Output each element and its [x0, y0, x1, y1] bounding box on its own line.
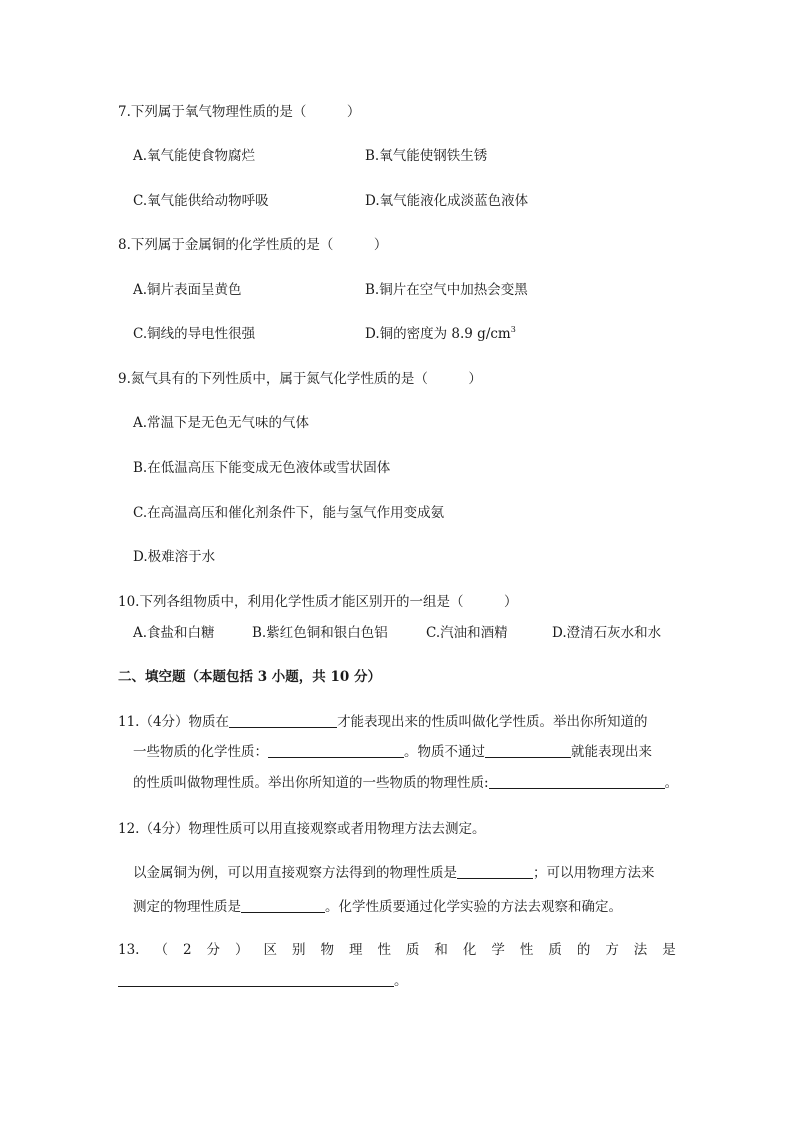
- q12-text-5: 。化学性质要通过化学实验的方法去观察和确定。: [325, 899, 622, 915]
- q13-char: 物: [320, 942, 334, 958]
- q13-char: 学: [491, 942, 505, 958]
- q7-option-a: A.氧气能使食物腐烂: [133, 148, 256, 164]
- q7-option-d: D.氧气能液化成淡蓝色液体: [365, 193, 529, 209]
- q13-char: 2: [182, 942, 192, 958]
- q11-text-2: 才能表现出来的性质叫做化学性质。举出你所知道的: [337, 714, 648, 730]
- q13-char: 和: [434, 942, 448, 958]
- q13-blank-1[interactable]: [118, 972, 394, 987]
- q13-char: 方: [605, 942, 619, 958]
- q13-char: （: [154, 942, 168, 958]
- q8-stem: 8.下列属于金属铜的化学性质的是（ ）: [118, 237, 388, 253]
- q9-option-c: C.在高温高压和催化剂条件下，能与氢气作用变成氨: [133, 505, 445, 521]
- q13-char: 的: [576, 942, 591, 958]
- q8-option-b: B.铜片在空气中加热会变黑: [365, 282, 528, 298]
- q11-line-3: [133, 774, 678, 792]
- section-2-title: 二、填空题（本题包括 3 小题，共 10 分）: [118, 669, 381, 685]
- q11-text-4: 。物质不通过: [404, 744, 485, 760]
- q11-text-3: 一些物质的化学性质：: [133, 744, 268, 760]
- q11-blank-3[interactable]: [485, 743, 571, 758]
- q13-char: 质: [548, 942, 562, 958]
- q12-blank-2[interactable]: [241, 898, 325, 913]
- q11-line-2: [133, 743, 652, 761]
- q13-char: 13.: [118, 942, 140, 958]
- q10-option-a: A.食盐和白糖: [133, 625, 215, 641]
- q13-char: 理: [348, 942, 363, 958]
- q13-char: 区: [263, 942, 277, 958]
- q12-text-2: 以金属铜为例，可以用直接观察方法得到的物理性质是: [133, 865, 457, 881]
- q10-option-c: C.汽油和酒精: [426, 625, 508, 641]
- q12-line-2: [133, 864, 655, 882]
- q12-line-1: 12.（4分）物理性质可以用直接观察或者用物理方法去测定。: [118, 821, 486, 837]
- q11-blank-1[interactable]: [229, 713, 337, 728]
- q8-option-d-text: D.铜的密度为 8.9 g/cm: [365, 326, 511, 342]
- q12-text-4: 测定的物理性质是: [133, 899, 241, 915]
- q12-text-3: ；可以用物理方法来: [533, 865, 655, 881]
- q13-char: 别: [291, 942, 306, 958]
- q9-stem: 9.氮气具有的下列性质中，属于氮气化学性质的是（ ）: [118, 371, 482, 387]
- q12-line-3: [133, 898, 622, 916]
- q10-option-d: D.澄清石灰水和水: [552, 625, 662, 641]
- q13-char: 性: [377, 942, 391, 958]
- q9-option-d: D.极难溶于水: [133, 549, 216, 565]
- q13-char: 分: [206, 942, 221, 958]
- q13-end-mark: 。: [394, 973, 408, 989]
- q13-char: 是: [662, 942, 676, 958]
- q11-blank-2[interactable]: [268, 743, 404, 758]
- q11-text-7: 。: [664, 775, 679, 791]
- q13-line-1: [118, 941, 676, 959]
- q7-option-c: C.氧气能供给动物呼吸: [133, 193, 269, 209]
- q12-blank-1[interactable]: [457, 864, 533, 879]
- q13-char: ）: [235, 942, 249, 958]
- q13-char: 化: [462, 942, 477, 958]
- q7-stem: 7.下列属于氧气物理性质的是（ ）: [118, 104, 361, 120]
- q8-option-a: A.铜片表面呈黄色: [133, 282, 242, 298]
- q11-blank-4[interactable]: [489, 774, 665, 789]
- q9-option-b: B.在低温高压下能变成无色液体或雪状固体: [133, 460, 391, 476]
- q11-text-5: 就能表现出来: [571, 744, 652, 760]
- q7-option-b: B.氧气能使钢铁生锈: [365, 148, 488, 164]
- q11-text-1: 11.（4分）物质在: [118, 714, 230, 730]
- q8-option-d-superscript: 3: [510, 325, 516, 334]
- q13-char: 质: [405, 942, 420, 958]
- q8-option-c: C.铜线的导电性很强: [133, 326, 256, 342]
- q8-option-d: [365, 325, 516, 343]
- q13-char: 法: [633, 942, 648, 958]
- q11-line-1: [118, 713, 648, 731]
- q10-stem: 10.下列各组物质中，利用化学性质才能区别开的一组是（ ）: [118, 594, 518, 610]
- q9-option-a: A.常温下是无色无气味的气体: [133, 415, 310, 431]
- q10-option-b: B.紫红色铜和银白色铝: [252, 625, 388, 641]
- q13-char: 性: [519, 942, 534, 958]
- q13-line-2: [118, 972, 408, 990]
- q11-text-6: 的性质叫做物理性质。举出你所知道的一些物质的物理性质:: [133, 775, 489, 791]
